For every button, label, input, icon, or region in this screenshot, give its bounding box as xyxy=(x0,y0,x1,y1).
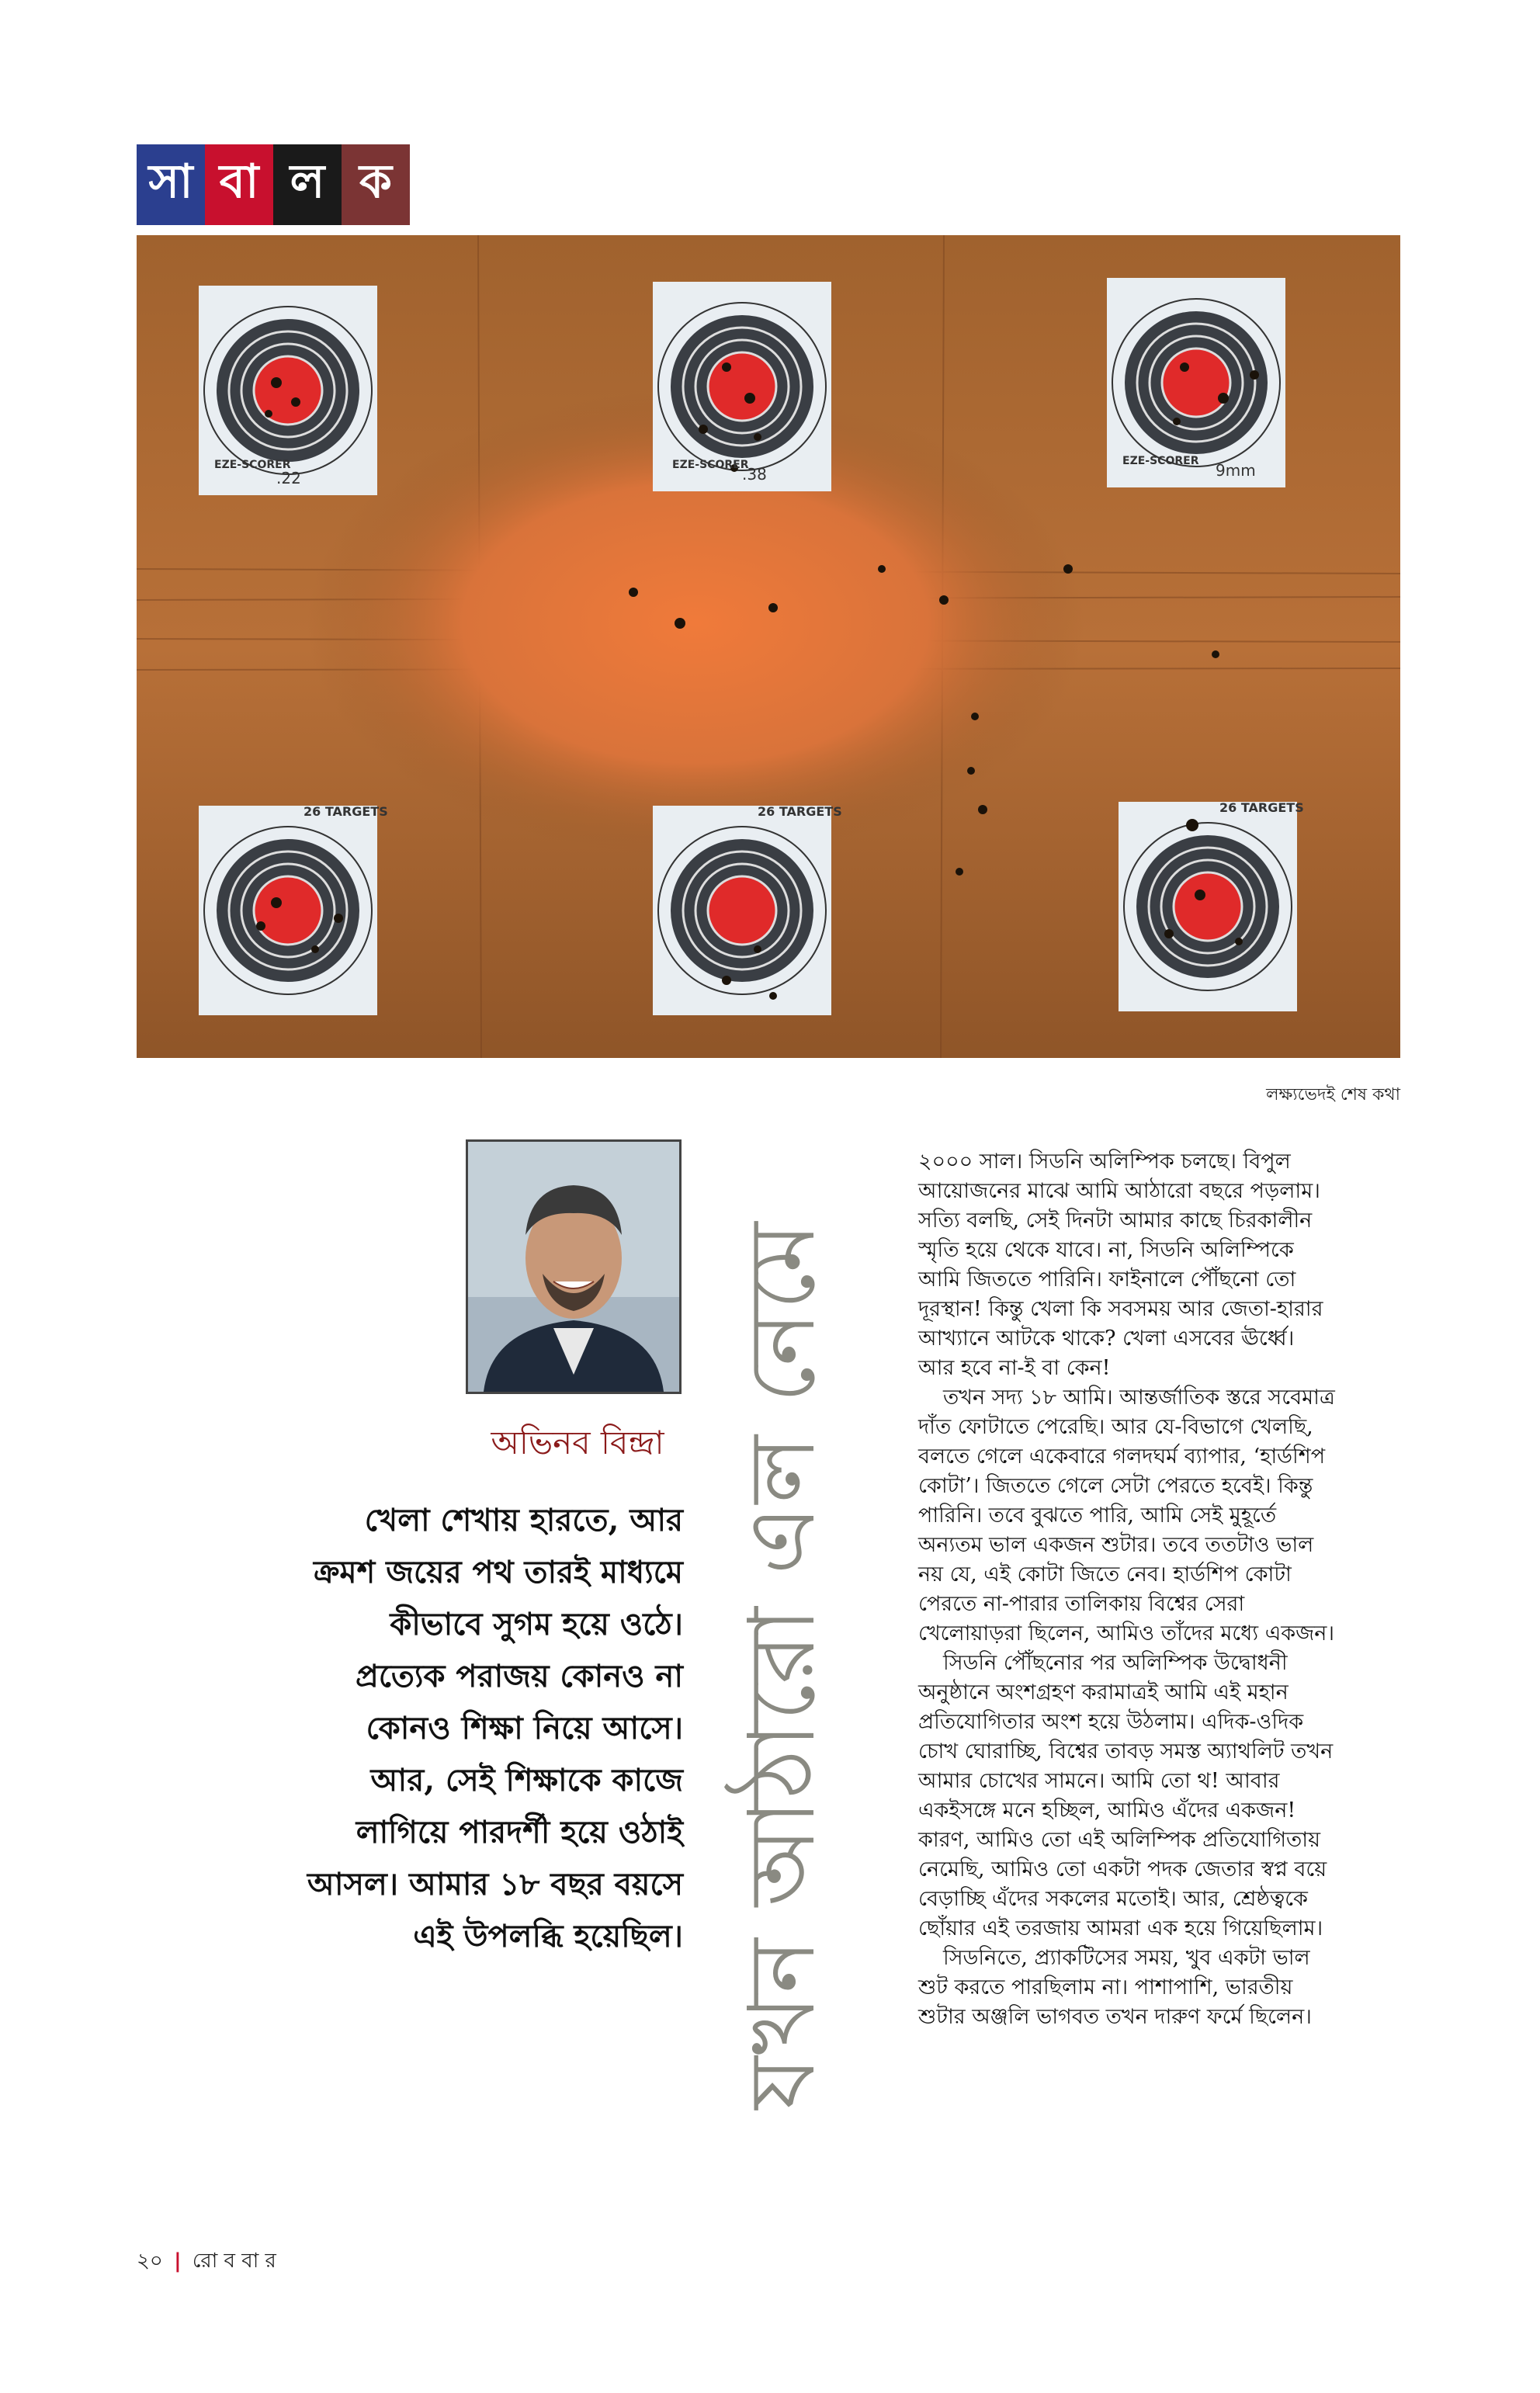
page-number: ২০ xyxy=(137,2249,163,2273)
body-line: একইসঙ্গে মনে হচ্ছিল, আমিও এঁদের একজন! xyxy=(918,1798,1296,1822)
body-line: অন্যতম ভাল একজন শুটার। তবে ততটাও ভাল xyxy=(918,1533,1314,1557)
pull-quote-line: কোনও শিক্ষা নিয়ে আসে। xyxy=(366,1710,683,1746)
body-line: তখন সদ্য ১৮ আমি। আন্তর্জাতিক স্তরে সবেমাত্র xyxy=(943,1386,1335,1410)
body-line: আমার চোখের সামনে। আমি তো থ! আবার xyxy=(918,1769,1280,1793)
pull-quote-line: এই উপলব্ধি হয়েছিল। xyxy=(413,1918,683,1954)
body-line: প্রতিযোগিতার অংশ হয়ে উঠলাম। এদিক-ওদিক xyxy=(918,1710,1304,1734)
target-brand-2: EZE-SCORER xyxy=(672,459,749,471)
body-line: চোখ ঘোরাচ্ছি, বিশ্বের তাবড় সমস্ত অ্যাথলিট তখন xyxy=(918,1739,1334,1764)
target-count-3: 26 TARGETS xyxy=(1219,800,1304,815)
body-line: কারণ, আমিও তো এই অলিম্পিক প্রতিযোগিতায় xyxy=(918,1828,1321,1852)
body-line: সিডনিতে, প্র্যাকটিসের সময়, খুব একটা ভাল xyxy=(943,1946,1310,1970)
body-line: খেলোয়াড়রা ছিলেন, আমিও তাঁদের মধ্যে একজন। xyxy=(918,1621,1335,1646)
masthead-logo xyxy=(137,144,410,225)
pull-quote xyxy=(186,1494,683,1962)
body-line: স্মৃতি হয়ে থেকে যাবে। না, সিডনি অলিম্পিকে xyxy=(918,1238,1294,1262)
pull-quote-line: আর, সেই শিক্ষাকে কাজে xyxy=(370,1762,683,1798)
article-body xyxy=(918,1147,1400,2032)
body-line: ২০০০ সাল। সিডনি অলিম্পিক চলছে। বিপুল xyxy=(918,1150,1291,1174)
body-line: সত্যি বলছি, সেই দিনটা আমার কাছে চিরকালীন xyxy=(918,1209,1313,1233)
body-line: শুটার অঞ্জলি ভাগবত তখন দারুণ ফর্মে ছিলেন। xyxy=(918,2005,1312,2029)
body-line: পারিনি। তবে বুঝতে পারি, আমি সেই মুহূর্তে xyxy=(918,1503,1277,1528)
body-line: কোটা’। জিততে গেলে সেটা পেরতে হবেই। কিন্তু xyxy=(918,1474,1313,1498)
body-line: ছোঁয়ার এই তরজায় আমরা এক হয়ে গিয়েছিলাম। xyxy=(918,1916,1323,1940)
footer-separator: | xyxy=(174,2249,182,2273)
author-portrait xyxy=(466,1139,682,1394)
pull-quote-line: প্রত্যেক পরাজয় কোনও না xyxy=(355,1658,683,1694)
body-line: দূরস্থান! কিন্তু খেলা কি সবসময় আর জেতা-হারার xyxy=(918,1297,1323,1321)
body-line: আয়োজনের মাঝে আমি আঠারো বছরে পড়লাম। xyxy=(918,1179,1320,1203)
masthead-letter-1: সা xyxy=(137,144,205,225)
article-headline: যখন আঠারো এল নেমে xyxy=(728,1220,835,2110)
body-line: আখ্যানে আটকে থাকে? খেলা এসবের ঊর্ধ্বে। xyxy=(918,1327,1295,1351)
body-line: আমি জিততে পারিনি। ফাইনালে পৌঁছনো তো xyxy=(918,1268,1296,1292)
headline-wrap xyxy=(702,1133,873,2197)
page-footer xyxy=(137,2245,276,2279)
masthead-letter-2: বা xyxy=(205,144,273,225)
photo-caption: লক্ষ্যভেদই শেষ কথা xyxy=(1266,1085,1400,1105)
pull-quote-line: খেলা শেখায় হারতে, আর xyxy=(364,1502,683,1538)
author-name: অভিনব বিন্দ্রা xyxy=(491,1424,664,1462)
body-line: নেমেছি, আমিও তো একটা পদক জেতার স্বপ্ন বয়ে xyxy=(918,1857,1327,1881)
body-line: বেড়াচ্ছি এঁদের সকলের মতোই। আর, শ্রেষ্ঠত্বকে xyxy=(918,1887,1308,1911)
pull-quote-line: আসল। আমার ১৮ বছর বয়সে xyxy=(307,1866,683,1902)
body-line: সিডনি পৌঁছনোর পর অলিম্পিক উদ্বোধনী xyxy=(943,1651,1288,1675)
body-line: নয় যে, এই কোটা জিতে নেব। হার্ডশিপ কোটা xyxy=(918,1562,1292,1587)
target-label-22: .22 xyxy=(276,469,301,487)
masthead-letter-3: ল xyxy=(273,144,342,225)
pull-quote-line: ক্রমশ জয়ের পথ তারই মাধ্যমে xyxy=(313,1554,683,1590)
target-count-2: 26 TARGETS xyxy=(758,804,842,819)
body-line: অনুষ্ঠানে অংশগ্রহণ করামাত্রই আমি এই মহান xyxy=(918,1680,1289,1705)
body-line: দাঁত ফোটাতে পেরেছি। আর যে-বিভাগে খেলছি, xyxy=(918,1415,1313,1439)
pull-quote-line: লাগিয়ে পারদর্শী হয়ে ওঠাই xyxy=(356,1814,683,1850)
body-line: বলতে গেলে একেবারে গলদঘর্ম ব্যাপার, ‘হার্ডশিপ xyxy=(918,1444,1326,1469)
target-brand-3: EZE-SCORER xyxy=(1122,455,1199,467)
targets-photo xyxy=(137,235,1400,1058)
body-line: পেরতে না-পারার তালিকায় বিশ্বের সেরা xyxy=(918,1592,1245,1616)
body-line: শুট করতে পারছিলাম না। পাশাপাশি, ভারতীয় xyxy=(918,1975,1293,1999)
target-label-38: .38 xyxy=(742,465,767,484)
target-count-1: 26 TARGETS xyxy=(303,804,388,819)
magazine-name: রো ব বা র xyxy=(192,2249,276,2273)
target-label-9mm: 9mm xyxy=(1216,461,1256,480)
masthead-letter-4: ক xyxy=(342,144,410,225)
target-brand-1: EZE-SCORER xyxy=(214,459,291,471)
pull-quote-line: কীভাবে সুগম হয়ে ওঠে। xyxy=(390,1606,683,1642)
body-line: আর হবে না-ই বা কেন! xyxy=(918,1356,1111,1380)
